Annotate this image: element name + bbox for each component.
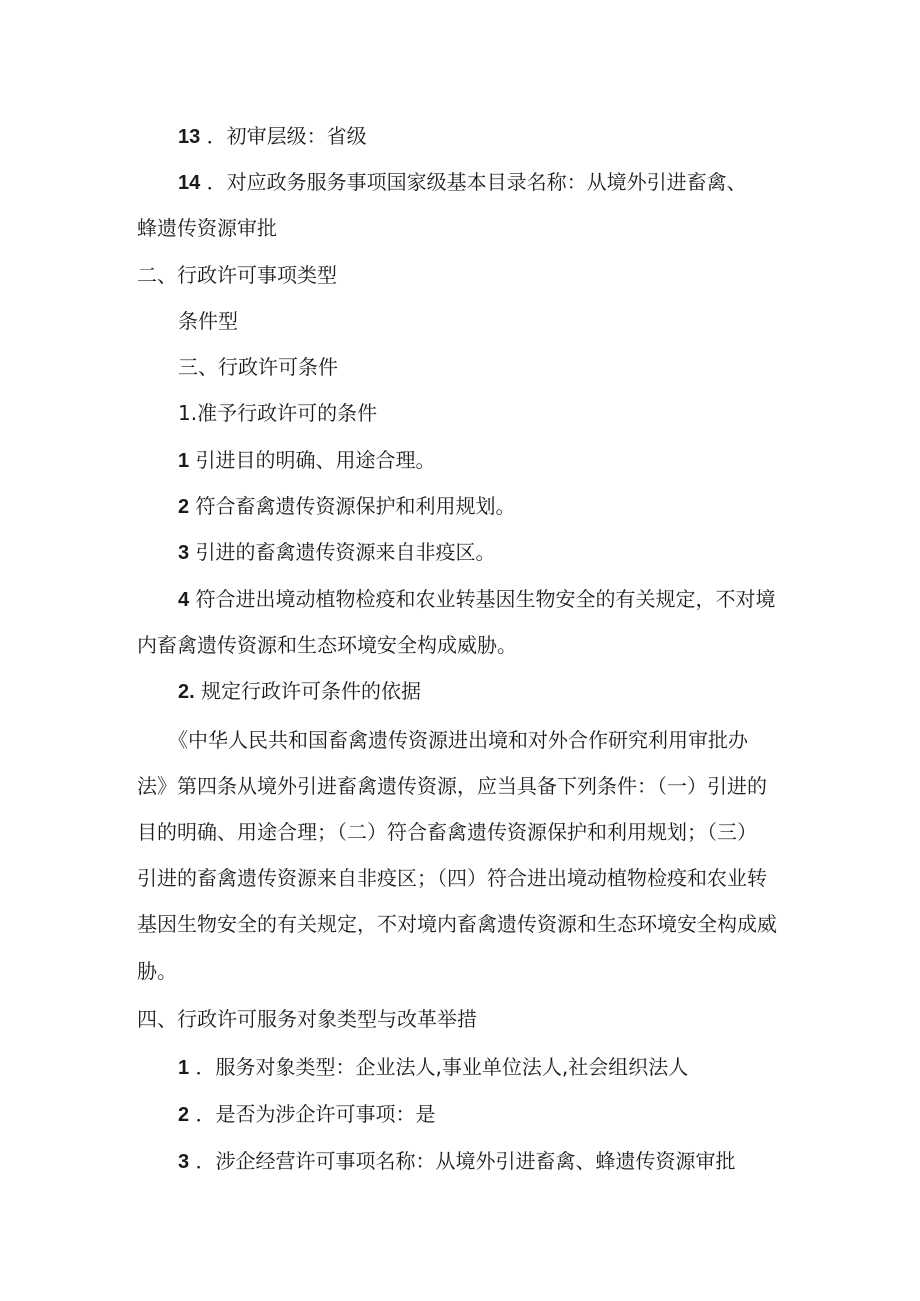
legal-basis-paragraph-line: 胁。	[137, 959, 177, 983]
section-heading-2: 二、行政许可事项类型	[137, 263, 337, 287]
item-text: 引进目的明确、用途合理。	[195, 448, 436, 472]
condition-4-continuation: 内畜禽遗传资源和生态环境安全构成威胁。	[137, 633, 517, 657]
item-number: 14	[178, 172, 201, 194]
item-text: ．是否为涉企许可事项：是	[195, 1102, 436, 1126]
item-number: 13	[178, 126, 201, 148]
legal-basis-paragraph-line: 基因生物安全的有关规定，不对境内畜禽遗传资源和生态环境安全构成威	[137, 912, 777, 936]
condition-1	[178, 448, 435, 472]
permit-type-value: 条件型	[178, 309, 238, 333]
item-text: ．涉企经营许可事项名称：从境外引进畜禽、蜂遗传资源审批	[195, 1149, 736, 1173]
item-number: 1	[178, 450, 190, 472]
subsection-heading-basis	[178, 679, 421, 703]
legal-basis-paragraph-line: 引进的畜禽遗传资源来自非疫区；（四）符合进出境动植物检疫和农业转	[137, 866, 767, 890]
item-number: 1	[178, 1057, 190, 1079]
item-number: 3	[178, 1151, 190, 1173]
item-number: 2	[178, 496, 190, 518]
item-number: 3	[178, 542, 190, 564]
condition-2	[178, 494, 515, 518]
legal-basis-paragraph-line: 《中华人民共和国畜禽遗传资源进出境和对外合作研究利用审批办	[168, 728, 748, 752]
item-text: ．对应政务服务事项国家级基本目录名称：从境外引进畜禽、	[206, 170, 747, 194]
enterprise-related-flag	[178, 1102, 435, 1126]
item-number: 2.	[178, 681, 195, 703]
item-13-review-level	[178, 124, 367, 148]
enterprise-license-name	[178, 1149, 735, 1173]
item-text: 符合畜禽遗传资源保护和利用规划。	[195, 494, 516, 518]
item-text: 引进的畜禽遗传资源来自非疫区。	[195, 540, 496, 564]
item-text: ．初审层级：省级	[206, 124, 367, 148]
legal-basis-paragraph-line: 目的明确、用途合理；（二）符合畜禽遗传资源保护和利用规划；（三）	[137, 820, 757, 844]
condition-4	[178, 587, 775, 611]
condition-3	[178, 540, 495, 564]
item-14-catalog-name	[178, 170, 747, 194]
legal-basis-paragraph-line: 法》第四条从境外引进畜禽遗传资源，应当具备下列条件：（一）引进的	[137, 774, 767, 798]
item-text: 规定行政许可条件的依据	[201, 679, 422, 703]
section-heading-4: 四、行政许可服务对象类型与改革举措	[137, 1007, 477, 1031]
item-number: 4	[178, 589, 190, 611]
item-text: ．服务对象类型：企业法人,事业单位法人,社会组织法人	[195, 1055, 689, 1079]
item-text: 符合进出境动植物检疫和农业转基因生物安全的有关规定，不对境	[195, 587, 776, 611]
service-object-types	[178, 1055, 688, 1079]
section-heading-3: 三、行政许可条件	[178, 355, 338, 379]
item-number: 2	[178, 1104, 190, 1126]
subsection-heading-conditions: 1.准予行政许可的条件	[178, 401, 378, 425]
item-14-continuation: 蜂遗传资源审批	[137, 216, 277, 240]
